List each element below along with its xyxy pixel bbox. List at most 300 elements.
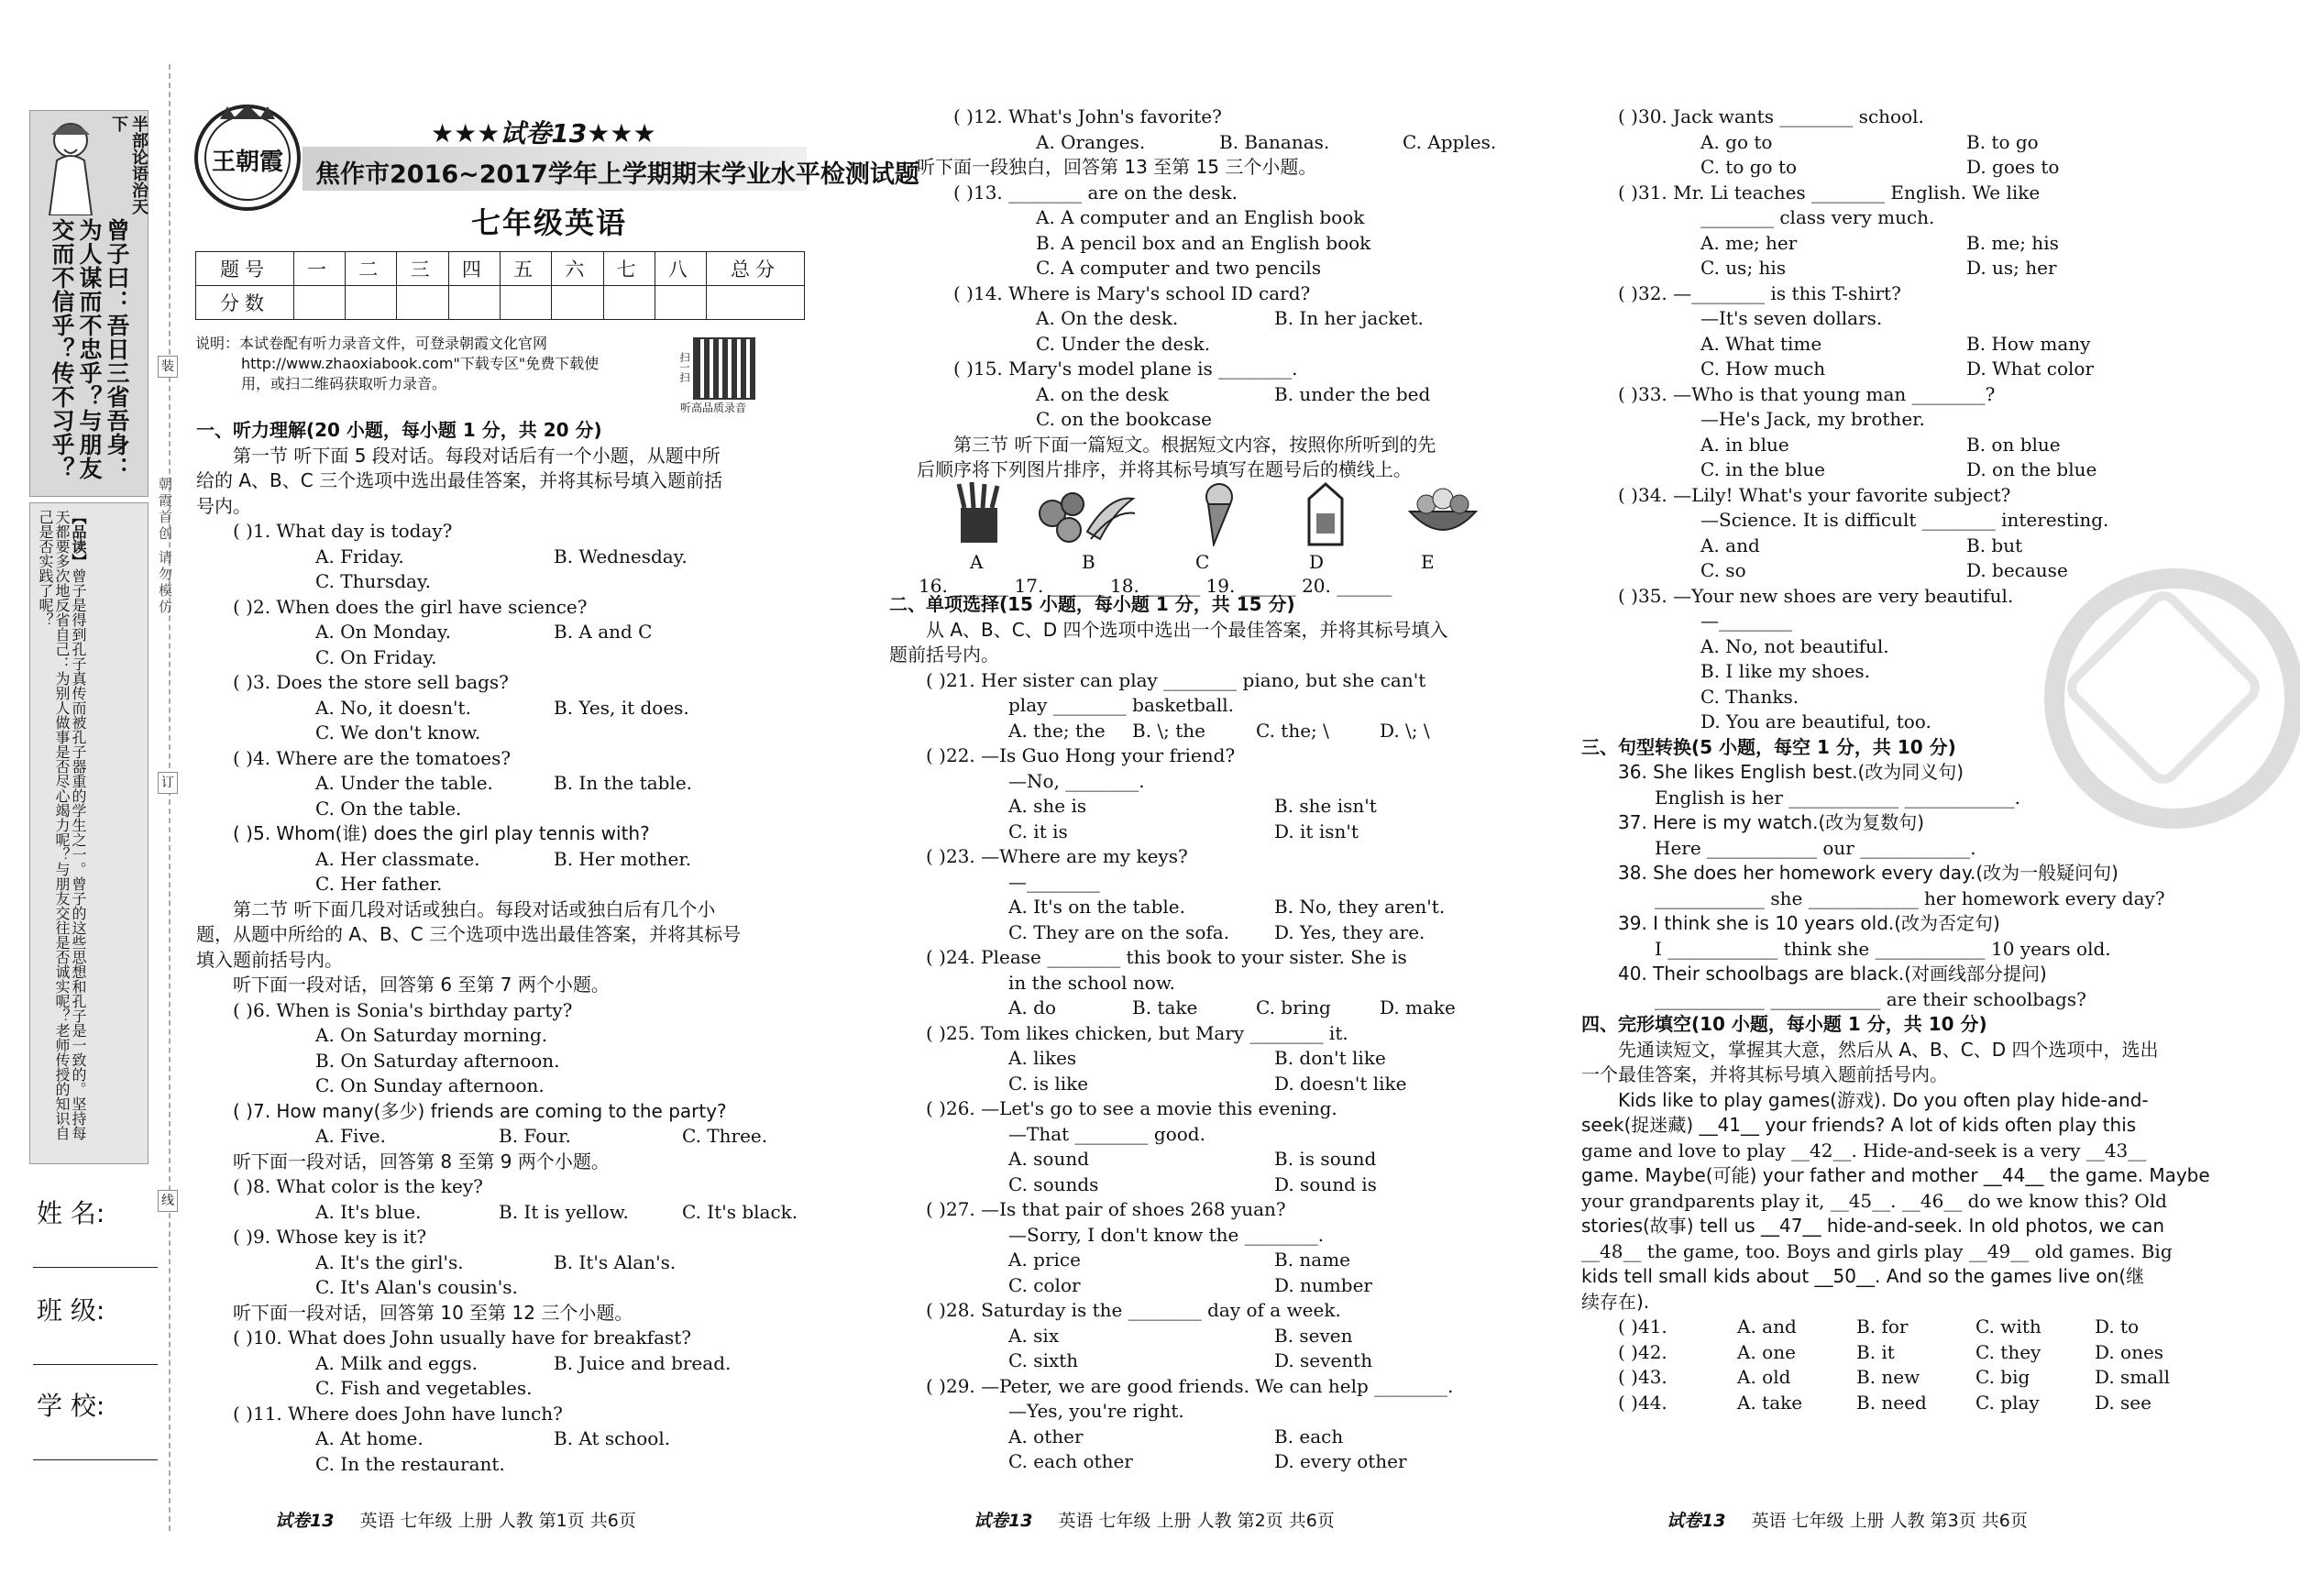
question-stem[interactable] bbox=[917, 357, 1522, 382]
option-text: D. small bbox=[2095, 1366, 2170, 1388]
question-stem[interactable] bbox=[196, 595, 820, 621]
option-text: D. number bbox=[1274, 1273, 1372, 1296]
paragraph-text: 从 A、B、C、D 四个选项中选出一个最佳答案，并将其标号填入 bbox=[926, 618, 1448, 641]
score-input[interactable] bbox=[293, 286, 345, 320]
question-stem[interactable] bbox=[917, 105, 1522, 130]
question-text: ( )11. Where does John have lunch? bbox=[233, 1402, 563, 1425]
option-line bbox=[196, 696, 820, 721]
option-line bbox=[196, 1351, 820, 1377]
question-text: ( )5. Whom(谁) does the girl play tennis with? bbox=[233, 822, 650, 844]
option-text: C. We don't know. bbox=[315, 721, 481, 743]
score-input[interactable] bbox=[552, 286, 603, 320]
school-label: 学 校: bbox=[37, 1391, 105, 1421]
option-line bbox=[196, 872, 820, 897]
option-text: A. Five. bbox=[315, 1125, 386, 1147]
option-line bbox=[1581, 155, 2205, 181]
answer-blank-line[interactable] bbox=[1581, 987, 2205, 1013]
option-text: B. under the bed bbox=[1274, 382, 1431, 405]
option-line bbox=[889, 1248, 1531, 1273]
option-text: —Science. It is difficult ________ interesting. bbox=[1700, 509, 2109, 531]
score-input[interactable] bbox=[603, 286, 655, 320]
question-text: ( )4. Where are the tomatoes? bbox=[233, 746, 512, 769]
option-line bbox=[889, 1147, 1531, 1172]
option-text: B. name bbox=[1274, 1249, 1351, 1271]
paragraph-text: 第一节 听下面 5 段对话。每段对话后有一个小题，从题中所 bbox=[233, 444, 721, 467]
option-text: D. goes to bbox=[1966, 156, 2060, 178]
option-text: C. bring bbox=[1256, 996, 1331, 1018]
option-text: C. it is bbox=[1008, 820, 1068, 842]
question-text: ( )8. What color is the key? bbox=[233, 1175, 483, 1197]
footer-paper: 试卷13 bbox=[974, 1511, 1033, 1531]
answer-blank-line[interactable] bbox=[1581, 937, 2205, 963]
option-text: C. so bbox=[1700, 559, 1746, 581]
option-text: D. You are beautiful, too. bbox=[1700, 710, 1931, 732]
paragraph-line bbox=[889, 643, 1531, 668]
option-line bbox=[889, 895, 1531, 920]
option-line bbox=[889, 1223, 1531, 1249]
picture-label: A bbox=[970, 551, 984, 573]
answer-blank-text: English is her ____________ ____________. bbox=[1655, 786, 2020, 809]
option-line bbox=[917, 205, 1522, 231]
milk-carton-icon bbox=[1293, 480, 1359, 546]
option-text: A. and bbox=[1700, 534, 1760, 556]
answer-blank-text: ____________ ____________ are their schoolbags? bbox=[1655, 987, 2086, 1010]
option-text: A. me; her bbox=[1700, 231, 1798, 254]
question-stem[interactable] bbox=[889, 1197, 1531, 1223]
option-text: C. sounds bbox=[1008, 1172, 1099, 1195]
option-line bbox=[917, 306, 1522, 332]
paragraph-text: 听下面一段对话，回答第 8 至第 9 两个小题。 bbox=[233, 1150, 610, 1172]
cloze-option-line[interactable] bbox=[1581, 1315, 2205, 1340]
option-text: D. seventh bbox=[1274, 1349, 1373, 1371]
question-text: 39. I think she is 10 years old.(改为否定句) bbox=[1618, 912, 2000, 934]
paragraph-line bbox=[1581, 1239, 2205, 1265]
option-line bbox=[889, 870, 1531, 896]
question-text: ( )28. Saturday is the ________ day of a week. bbox=[926, 1299, 1341, 1321]
question-number: ( )43. bbox=[1618, 1366, 1667, 1388]
paragraph-line bbox=[917, 433, 1522, 458]
option-line bbox=[889, 769, 1531, 795]
option-text: C. in the blue bbox=[1700, 458, 1825, 480]
option-text: B. At school. bbox=[554, 1427, 671, 1449]
qr-code[interactable] bbox=[693, 337, 755, 400]
question-stem[interactable] bbox=[917, 281, 1522, 307]
score-cell: 总分 bbox=[707, 252, 805, 286]
option-text: C. is like bbox=[1008, 1072, 1089, 1095]
paragraph-line bbox=[196, 1150, 820, 1175]
binding-line bbox=[169, 64, 171, 1531]
option-text: D. sound is bbox=[1274, 1172, 1377, 1195]
paragraph-line bbox=[1581, 1163, 2210, 1189]
question-stem[interactable] bbox=[1581, 382, 2205, 408]
option-text: B. need bbox=[1856, 1391, 1927, 1414]
option-text: B. I like my shoes. bbox=[1700, 660, 1871, 682]
option-line bbox=[1581, 205, 2205, 231]
fries-icon bbox=[946, 480, 1012, 546]
paragraph-line bbox=[1581, 1113, 2205, 1139]
option-text: C. A computer and two pencils bbox=[1036, 257, 1322, 279]
option-line bbox=[889, 971, 1531, 996]
option-text: C. Thursday. bbox=[315, 570, 431, 592]
question-stem[interactable] bbox=[889, 1021, 1531, 1047]
option-line bbox=[196, 1049, 820, 1074]
paragraph-line bbox=[1581, 1264, 2205, 1290]
option-text: A. On Saturday morning. bbox=[315, 1024, 548, 1046]
paragraph-text: 先通读短文，掌握其大意，然后从 A、B、C、D 四个选项中，选出 bbox=[1618, 1038, 2159, 1061]
option-text: B. How many bbox=[1966, 332, 2091, 355]
seal-mark: 装 bbox=[158, 356, 178, 378]
option-text: C. Fish and vegetables. bbox=[315, 1377, 533, 1399]
question-stem[interactable] bbox=[889, 743, 1531, 769]
option-text: A. Her classmate. bbox=[315, 847, 480, 870]
option-line bbox=[889, 1046, 1531, 1072]
paragraph-text: game. Maybe(可能) your father and mother __44__ the game. Maybe bbox=[1581, 1164, 2210, 1186]
question-text: ( )21. Her sister can play ________ piano, but she can't bbox=[926, 668, 1426, 691]
question-stem[interactable] bbox=[196, 746, 820, 772]
question-text: ( )33. —Who is that young man ________? bbox=[1618, 382, 1996, 405]
question-stem[interactable] bbox=[889, 1096, 1531, 1122]
section-heading bbox=[889, 592, 1531, 618]
question-text: ( )31. Mr. Li teaches ________ English. We like bbox=[1618, 181, 2041, 204]
question-stem[interactable] bbox=[196, 998, 820, 1024]
option-line bbox=[917, 231, 1522, 257]
school-field[interactable] bbox=[33, 1459, 158, 1460]
paragraph-text: 给的 A、B、C 三个选项中选出最佳答案，并将其标号填入题前括 bbox=[196, 469, 723, 491]
paragraph-line bbox=[196, 922, 820, 948]
option-text: B. Wednesday. bbox=[554, 545, 688, 567]
paragraph-text: seek(捉迷藏) __41__ your friends? A lot of kids often play this bbox=[1581, 1114, 2137, 1136]
section-heading-text: 四、完形填空(10 小题，每小题 1 分，共 10 分) bbox=[1581, 1013, 1987, 1035]
option-line bbox=[196, 797, 820, 822]
option-text: —He's Jack, my brother. bbox=[1700, 408, 1925, 430]
question-stem[interactable] bbox=[889, 844, 1531, 870]
score-cell: 一 bbox=[293, 252, 345, 286]
score-cell: 六 bbox=[552, 252, 603, 286]
option-text: C. on the bookcase bbox=[1036, 408, 1212, 430]
option-line bbox=[889, 996, 1531, 1021]
option-line bbox=[196, 1073, 820, 1099]
option-line bbox=[917, 332, 1522, 358]
option-text: A. Oranges. bbox=[1036, 130, 1146, 153]
exam-title: 焦作市2016~2017学年上学期期末学业水平检测试题 bbox=[315, 160, 919, 189]
question-text: ( )30. Jack wants ________ school. bbox=[1618, 105, 1924, 127]
option-line bbox=[1581, 457, 2205, 483]
option-text: A. No, it doesn't. bbox=[315, 696, 471, 719]
question-stem[interactable] bbox=[889, 1374, 1531, 1400]
question-text: ( )14. Where is Mary's school ID card? bbox=[953, 281, 1311, 304]
option-text: B. is sound bbox=[1274, 1148, 1377, 1170]
option-line bbox=[889, 1122, 1531, 1148]
option-text: —No, ________. bbox=[1008, 769, 1145, 792]
paragraph-text: 听下面一段对话，回答第 10 至第 12 三个小题。 bbox=[233, 1301, 633, 1324]
question-stem[interactable] bbox=[1581, 281, 2205, 307]
option-line bbox=[1581, 433, 2205, 458]
paragraph-line bbox=[196, 468, 820, 494]
option-text: A. On Monday. bbox=[315, 621, 451, 643]
option-text: C. On Friday. bbox=[315, 645, 437, 668]
cloze-option-line[interactable] bbox=[1581, 1340, 2205, 1366]
cloze-option-line[interactable] bbox=[1581, 1365, 2205, 1391]
option-text: A. one bbox=[1737, 1340, 1796, 1363]
option-line bbox=[889, 1449, 1531, 1475]
option-line bbox=[196, 1376, 820, 1402]
option-text: —Sorry, I don't know the ________. bbox=[1008, 1223, 1325, 1246]
rewrite-question bbox=[1581, 810, 2205, 836]
option-text: C. On Sunday afternoon. bbox=[315, 1074, 545, 1096]
option-text: D. make bbox=[1380, 996, 1456, 1018]
option-text: B. it bbox=[1856, 1340, 1895, 1363]
cloze-option-line[interactable] bbox=[1581, 1391, 2205, 1416]
question-text: ( )23. —Where are my keys? bbox=[926, 845, 1188, 867]
score-input[interactable] bbox=[655, 286, 706, 320]
page-footer bbox=[1667, 1507, 2028, 1532]
question-text: 36. She likes English best.(改为同义句) bbox=[1618, 761, 1964, 783]
paragraph-line bbox=[1581, 1062, 2205, 1088]
option-line bbox=[1581, 407, 2205, 433]
option-text: C. Apples. bbox=[1403, 130, 1497, 153]
score-cell: 七 bbox=[603, 252, 655, 286]
option-text: B. Yes, it does. bbox=[554, 696, 689, 719]
pindu-text bbox=[37, 510, 86, 1151]
question-stem[interactable] bbox=[196, 519, 820, 545]
option-text: B. on blue bbox=[1966, 433, 2061, 456]
question-stem[interactable] bbox=[889, 1298, 1531, 1324]
option-text: A. go to bbox=[1700, 130, 1773, 153]
score-cell: 题号 bbox=[196, 252, 294, 286]
question-text: ( )35. —Your new shoes are very beautiful. bbox=[1618, 584, 2014, 607]
option-text: C. Under the desk. bbox=[1036, 332, 1211, 355]
column-1 bbox=[196, 418, 820, 1477]
option-text: A. A computer and an English book bbox=[1036, 206, 1365, 228]
section-heading bbox=[1581, 1012, 2205, 1038]
score-input[interactable] bbox=[500, 286, 551, 320]
option-text: B. she isn't bbox=[1274, 795, 1377, 817]
option-text: —________ bbox=[1008, 870, 1100, 893]
note-line: 用，或扫二维码获取听力录音。 bbox=[241, 375, 447, 392]
option-text: C. They are on the sofa. bbox=[1008, 920, 1230, 943]
option-text: A. Milk and eggs. bbox=[315, 1351, 478, 1374]
option-line bbox=[917, 382, 1522, 408]
question-number: ( )44. bbox=[1618, 1391, 1667, 1414]
option-line bbox=[196, 569, 820, 595]
option-text: D. ones bbox=[2095, 1340, 2164, 1363]
exam-note bbox=[195, 334, 599, 394]
option-text: A. and bbox=[1737, 1315, 1797, 1337]
option-text: C. It's Alan's cousin's. bbox=[315, 1276, 518, 1298]
footer-info: 英语 七年级 上册 人教 第2页 共6页 bbox=[1058, 1511, 1335, 1531]
question-text: ( )32. —________ is this T-shirt? bbox=[1618, 281, 1901, 304]
score-input[interactable] bbox=[397, 286, 448, 320]
question-stem[interactable] bbox=[1581, 181, 2205, 206]
brand-logo bbox=[193, 103, 303, 213]
option-text: D. us; her bbox=[1966, 257, 2057, 279]
option-line bbox=[1581, 256, 2205, 281]
option-line bbox=[889, 794, 1531, 820]
option-text: C. play bbox=[1975, 1391, 2040, 1414]
rewrite-question bbox=[1581, 861, 2205, 886]
note-line: 说明：本试卷配有听力录音文件，可登录朝霞文化官网 bbox=[195, 335, 548, 352]
answer-blank-line[interactable] bbox=[1581, 836, 2205, 862]
option-line bbox=[196, 721, 820, 746]
option-text: B. Her mother. bbox=[554, 847, 692, 870]
score-cell: 二 bbox=[346, 252, 397, 286]
option-text: C. to go to bbox=[1700, 156, 1798, 178]
question-stem[interactable] bbox=[196, 1402, 820, 1427]
paragraph-line bbox=[1581, 1290, 2205, 1315]
footer-paper: 试卷13 bbox=[275, 1511, 335, 1531]
option-text: B. It's Alan's. bbox=[554, 1250, 677, 1273]
question-number: ( )42. bbox=[1618, 1340, 1667, 1363]
option-line bbox=[196, 1124, 820, 1150]
option-text: C. Her father. bbox=[315, 873, 443, 895]
option-text: A. sound bbox=[1008, 1148, 1090, 1170]
question-stem[interactable] bbox=[1581, 483, 2205, 509]
column-2-bottom bbox=[889, 592, 1531, 1475]
option-text: —That ________ good. bbox=[1008, 1122, 1205, 1145]
paragraph-line bbox=[196, 948, 820, 974]
qr-caption: 扫一扫 bbox=[678, 352, 690, 382]
option-text: B. Bananas. bbox=[1219, 130, 1330, 153]
option-line bbox=[1581, 508, 2205, 534]
option-text: in the school now. bbox=[1008, 971, 1175, 994]
qr-caption: 听高品质录音 bbox=[680, 402, 747, 414]
option-text: A. six bbox=[1008, 1324, 1060, 1347]
exam-subtitle: 七年级英语 bbox=[471, 205, 628, 240]
question-text: ( )25. Tom likes chicken, but Mary ________ it. bbox=[926, 1021, 1348, 1044]
option-line bbox=[196, 1452, 820, 1478]
option-text: D. to bbox=[2095, 1315, 2140, 1337]
paper-number: ★★★试卷13★★★ bbox=[431, 118, 656, 149]
question-text: ( )15. Mary's model plane is ________. bbox=[953, 358, 1298, 380]
option-line bbox=[1581, 130, 2205, 156]
option-line bbox=[889, 719, 1531, 744]
option-text: B. new bbox=[1856, 1366, 1920, 1388]
score-cell: 四 bbox=[448, 252, 500, 286]
option-text: ________ class very much. bbox=[1700, 206, 1935, 228]
option-text: —________ bbox=[1700, 610, 1792, 632]
option-text: B. Juice and bread. bbox=[554, 1351, 732, 1374]
question-text: ( )24. Please ________ this book to your sister. She is bbox=[926, 946, 1407, 968]
paragraph-line bbox=[196, 494, 820, 520]
option-text: A. At home. bbox=[315, 1427, 424, 1449]
question-stem[interactable] bbox=[889, 668, 1531, 694]
question-text: ( )12. What's John's favorite? bbox=[953, 105, 1222, 127]
option-text: C. Thanks. bbox=[1700, 685, 1799, 708]
section-heading-text: 三、句型转换(5 小题，每空 1 分，共 10 分) bbox=[1581, 735, 1956, 758]
question-text: ( )3. Does the store sell bags? bbox=[233, 671, 509, 693]
option-text: A. other bbox=[1008, 1425, 1084, 1447]
option-text: B. take bbox=[1132, 996, 1198, 1018]
score-value-row bbox=[196, 286, 805, 320]
option-text: B. seven bbox=[1274, 1324, 1353, 1347]
footer-info: 英语 七年级 上册 人教 第1页 共6页 bbox=[359, 1511, 636, 1531]
option-line bbox=[889, 1399, 1531, 1425]
question-stem[interactable] bbox=[196, 1099, 820, 1125]
paragraph-text: 填入题前括号内。 bbox=[196, 948, 343, 971]
option-line bbox=[889, 820, 1531, 845]
option-text: A. It's on the table. bbox=[1008, 896, 1185, 918]
option-text: C. they bbox=[1975, 1340, 2041, 1363]
question-stem[interactable] bbox=[196, 670, 820, 696]
question-stem[interactable] bbox=[196, 1326, 820, 1351]
paragraph-text: 一个最佳答案，并将其标号填入题前括号内。 bbox=[1581, 1063, 1948, 1085]
paragraph-text: your grandparents play it, __45__. __46__ do we know this? Old bbox=[1581, 1189, 2167, 1212]
option-text: A. No, not beautiful. bbox=[1700, 634, 1889, 657]
option-text: A. do bbox=[1008, 996, 1057, 1018]
question-stem[interactable] bbox=[196, 1174, 820, 1200]
option-text: A. on the desk bbox=[1036, 382, 1169, 405]
page-footer bbox=[275, 1507, 636, 1532]
name-label: 姓 名: bbox=[37, 1198, 105, 1228]
option-text: B. me; his bbox=[1966, 231, 2059, 254]
option-text: C. Three. bbox=[682, 1125, 768, 1147]
listening-pictures bbox=[944, 480, 1513, 572]
option-text: C. with bbox=[1975, 1315, 2041, 1337]
paragraph-line bbox=[1581, 1189, 2205, 1215]
option-line bbox=[196, 1023, 820, 1049]
option-text: A. It's blue. bbox=[315, 1200, 422, 1223]
question-text: ( )10. What does John usually have for breakfast? bbox=[233, 1326, 692, 1348]
paragraph-text: 题前括号内。 bbox=[889, 644, 999, 666]
picture-label: C bbox=[1195, 551, 1210, 573]
option-text: —It's seven dollars. bbox=[1700, 307, 1883, 329]
score-input[interactable] bbox=[707, 286, 805, 320]
option-text: C. the; \ bbox=[1256, 719, 1329, 742]
option-text: B. A pencil box and an English book bbox=[1036, 231, 1371, 254]
picture-order-answers[interactable]: 16. ______ 17. ______ 18. ______ 19. ______ 20. ______ bbox=[919, 575, 1392, 597]
score-cell: 五 bbox=[500, 252, 551, 286]
option-line bbox=[889, 1072, 1531, 1097]
answer-blank-text: I ____________ think she ____________ 10 years old. bbox=[1655, 937, 2111, 960]
question-stem[interactable] bbox=[889, 945, 1531, 971]
question-stem[interactable] bbox=[1581, 105, 2205, 130]
paragraph-text: Kids like to play games(游戏). Do you often play hide-and- bbox=[1618, 1088, 2149, 1111]
option-line bbox=[1581, 306, 2205, 332]
option-text: A. price bbox=[1008, 1249, 1081, 1271]
option-text: D. every other bbox=[1274, 1450, 1407, 1472]
class-field[interactable] bbox=[33, 1364, 158, 1365]
option-line bbox=[889, 1273, 1531, 1299]
score-cell: 三 bbox=[397, 252, 448, 286]
footer-paper: 试卷13 bbox=[1667, 1511, 1726, 1531]
paragraph-line bbox=[1581, 1214, 2205, 1239]
question-text: 40. Their schoolbags are black.(对画线部分提问) bbox=[1618, 963, 2047, 985]
score-cell: 分数 bbox=[196, 286, 294, 320]
rewrite-question bbox=[1581, 911, 2205, 937]
paragraph-text: 续存在). bbox=[1581, 1290, 1650, 1313]
score-input[interactable] bbox=[346, 286, 397, 320]
option-text: C. On the table. bbox=[315, 797, 462, 820]
paragraph-line bbox=[917, 457, 1522, 483]
option-text: A. Friday. bbox=[315, 545, 404, 567]
ice-cream-icon bbox=[1183, 480, 1249, 546]
score-input[interactable] bbox=[448, 286, 500, 320]
option-text: B. No, they aren't. bbox=[1274, 896, 1446, 918]
question-stem[interactable] bbox=[917, 181, 1522, 206]
paragraph-line bbox=[196, 1301, 820, 1326]
name-field[interactable] bbox=[33, 1267, 158, 1268]
question-stem[interactable] bbox=[196, 1225, 820, 1250]
option-text: play ________ basketball. bbox=[1008, 694, 1234, 716]
option-text: D. see bbox=[2095, 1391, 2151, 1414]
question-text: ( )7. How many(多少) friends are coming to the party? bbox=[233, 1099, 727, 1122]
option-text: D. because bbox=[1966, 559, 2068, 581]
question-stem[interactable] bbox=[196, 821, 820, 847]
question-text: 37. Here is my watch.(改为复数句) bbox=[1618, 811, 1925, 833]
score-cell: 八 bbox=[655, 252, 706, 286]
answer-blank-line[interactable] bbox=[1581, 886, 2205, 912]
option-text: A. old bbox=[1737, 1366, 1791, 1388]
